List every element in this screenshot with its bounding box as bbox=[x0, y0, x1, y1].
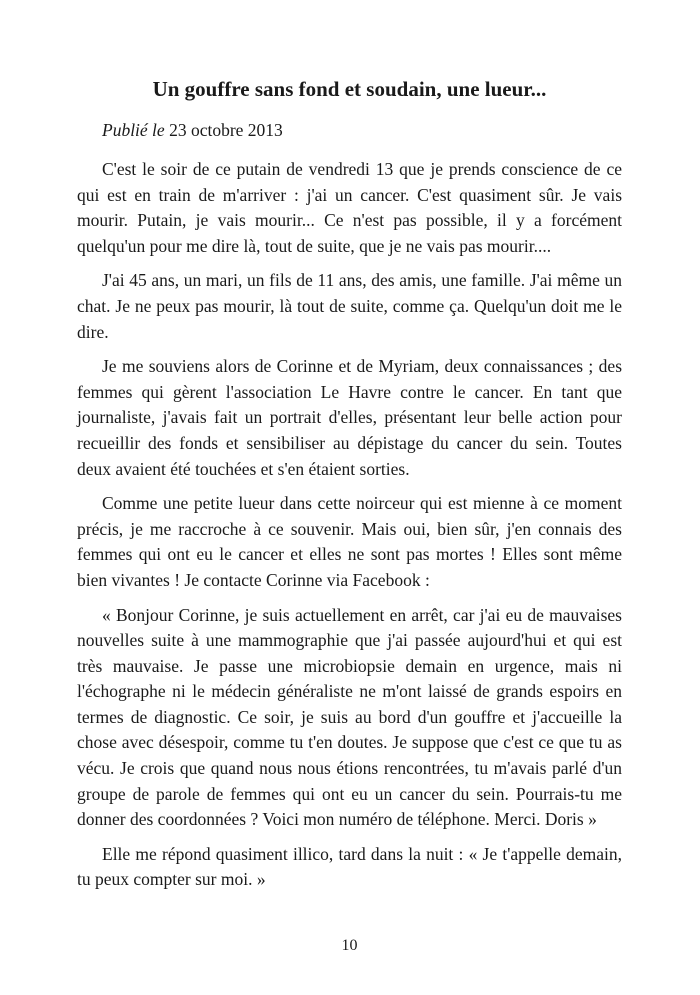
paragraph: Elle me répond quasiment illico, tard dans la nuit : « Je t'appelle demain, tu peux compter sur moi. » bbox=[77, 843, 622, 890]
published-date: 23 octobre 2013 bbox=[169, 120, 283, 140]
paragraph: Comme une petite lueur dans cette noirceur qui est mienne à ce moment précis, je me raccroche à ce souvenir. Mais oui, bien sûr, j'en connais des femmes qui ont eu le cancer et elles ne sont pas mortes ! Elles sont même bien vivantes ! Je contacte Corinne via Facebook : bbox=[77, 493, 622, 590]
page-number: 10 bbox=[341, 937, 358, 954]
chapter-title: Un gouffre sans fond et soudain, une lueur... bbox=[152, 77, 547, 101]
paragraph: Je me souviens alors de Corinne et de Myriam, deux connaissances ; des femmes qui gèrent l'association Le Havre contre le cancer. En tant que journaliste, j'avais fait un portrait d'elles, présentant leur belle action pour recueillir des fonds et sensibiliser au dépistage du cancer du sein. Toutes deux avaient été touchées et s'en étaient sorties. bbox=[77, 356, 622, 479]
published-label: Publié le bbox=[102, 120, 165, 140]
body-text bbox=[77, 157, 622, 902]
paragraph: « Bonjour Corinne, je suis actuellement en arrêt, car j'ai eu de mauvaises nouvelles suite à une mammographie que j'ai passée aujourd'hui et qui est très mauvaise. Je passe une microbiopsie demain en urgence, mais ni l'échographe ni le médecin généraliste ne m'ont laissé de grands espoirs en termes de diagnostic. Ce soir, je suis au bord d'un gouffre et j'accueille la chose avec désespoir, comme tu t'en doutes. Je suppose que c'est ce que tu as vécu. Je crois que quand nous nous étions rencontrées, tu m'avais parlé d'un groupe de parole de femmes qui ont eu un cancer du sein. Pourrais-tu me donner des coordonnées ? Voici mon numéro de téléphone. Merci. Doris » bbox=[77, 604, 622, 830]
paragraph: C'est le soir de ce putain de vendredi 13 que je prends conscience de ce qui est en train de m'arriver : j'ai un cancer. C'est quasiment sûr. Je vais mourir. Putain, je vais mourir... Ce n'est pas possible, il y a forcément quelqu'un pour me dire là, tout de suite, que je ne vais pas mourir.... bbox=[77, 159, 622, 256]
paragraph: J'ai 45 ans, un mari, un fils de 11 ans, des amis, une famille. J'ai même un chat. Je ne peux pas mourir, là tout de suite, comme ça. Quelqu'un doit me le dire. bbox=[77, 270, 622, 342]
book-page bbox=[77, 0, 622, 995]
publication-line bbox=[102, 118, 283, 142]
